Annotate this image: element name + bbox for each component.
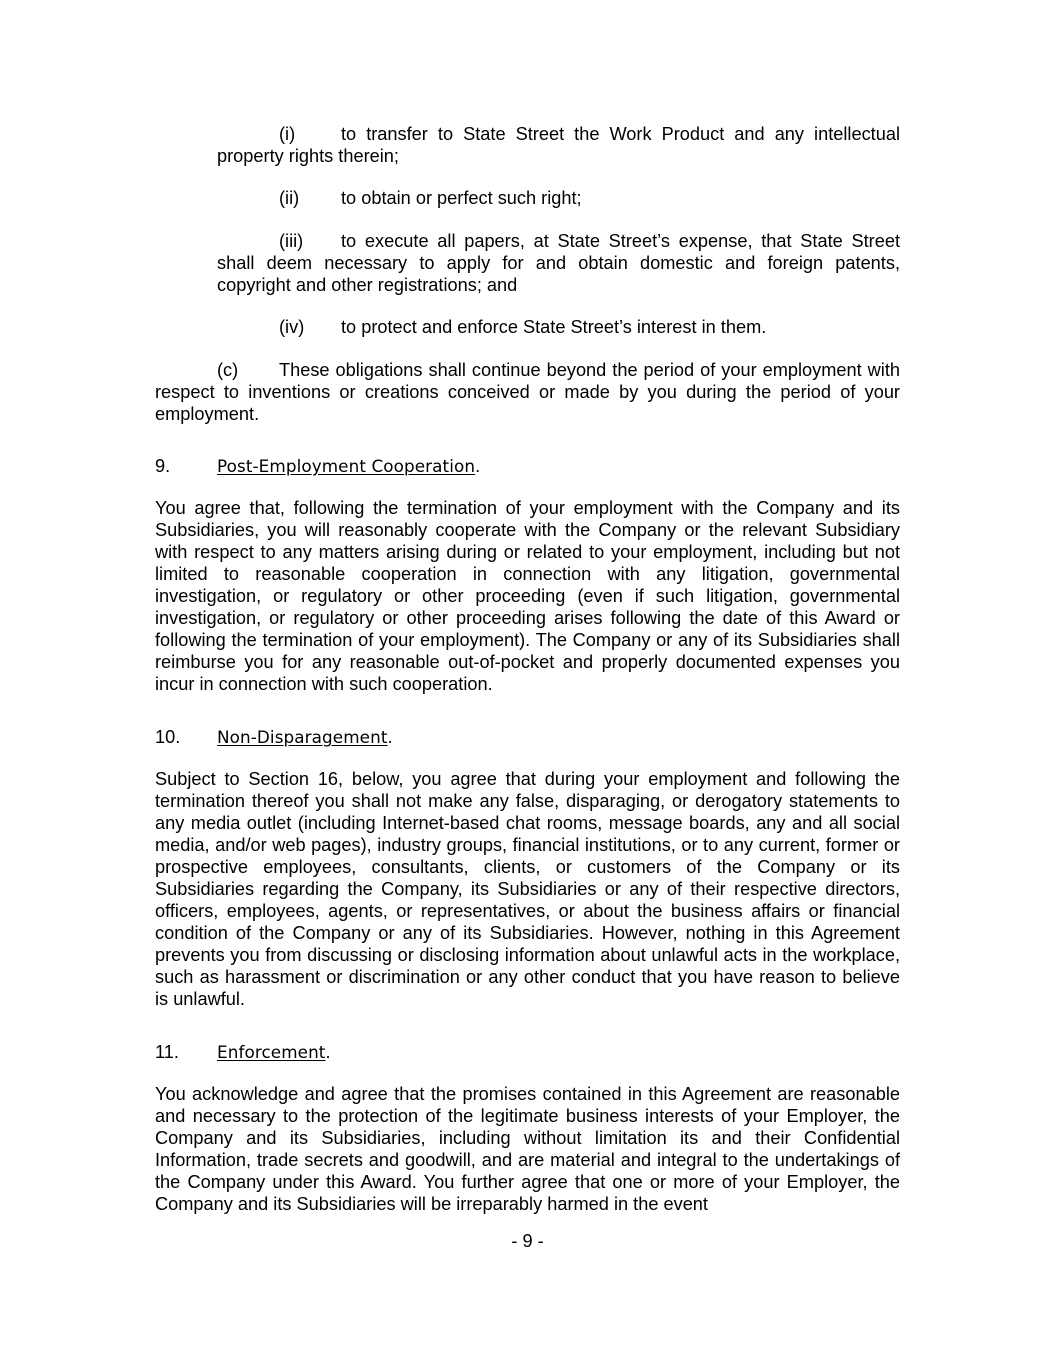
heading-period: . — [387, 727, 393, 747]
section-title: Enforcement — [217, 1042, 326, 1062]
section-heading-11 — [155, 1041, 900, 1063]
section-body-11: You acknowledge and agree that the promises contained in this Agreement are reasonable and necessary to the protection of the legitimate business interests of your Employer, the Company and its Subsidiaries, including without limitation its and their Confidential Information, trade secrets and goodwill, and are material and integral to the undertakings of the Company under this Award. You further agree that one or more of your Employer, the Company and its Subsidiaries will be irreparably harmed in the event — [155, 1084, 900, 1214]
paragraph-c — [155, 359, 900, 425]
section-heading-10 — [155, 726, 900, 748]
subitem-iii — [217, 230, 900, 296]
heading-period: . — [325, 1042, 331, 1062]
subitem-iv — [217, 316, 900, 338]
section-body-10: Subject to Section 16, below, you agree that during your employment and following the termination thereof you shall not make any false, disparaging, or derogatory statements to any media outlet (including Internet-based chat rooms, message boards, any and all social media, and/or web pages), industry groups, financial institutions, or to any current, former or prospective employees, consultants, clients, or customers of the Company or its Subsidiaries regarding the Company, its Subsidiaries or any of their respective directors, officers, employees, agents, or representatives, or about the business affairs or financial condition of the Company or any of its Subsidiaries. However, nothing in this Agreement prevents you from discussing or disclosing information about unlawful acts in the workplace, such as harassment or discrimination or any other conduct that you have reason to believe is unlawful. — [155, 769, 900, 1009]
page-number: - 9 - — [511, 1231, 544, 1251]
subitem-label: (i) — [279, 124, 296, 144]
subitem-text: to protect and enforce State Street’s interest in them. — [341, 317, 767, 337]
section-title: Non-Disparagement — [217, 727, 388, 747]
section-heading-9 — [155, 455, 900, 477]
subitem-label: (iii) — [279, 231, 304, 251]
subitem-text: to obtain or perfect such right; — [341, 188, 582, 208]
document-page — [155, 123, 900, 1246]
section-number: 10. — [155, 727, 181, 747]
heading-period: . — [475, 456, 481, 476]
paragraph-label: (c) — [217, 360, 239, 380]
subitem-label: (ii) — [279, 188, 300, 208]
section-number: 11. — [155, 1042, 179, 1062]
subitem-text: to execute all papers, at State Street’s expense, that State Street shall deem necessary to apply for and obtain domestic and foreign patents, copyright and other registrations; and — [217, 231, 900, 295]
subitem-i — [217, 123, 900, 167]
subitem-text: to transfer to State Street the Work Product and any intellectual property rights therein; — [217, 124, 900, 166]
subitem-label: (iv) — [279, 317, 305, 337]
section-title: Post-Employment Cooperation — [217, 456, 476, 476]
paragraph-text: These obligations shall continue beyond the period of your employment with respect to inventions or creations conceived or made by you during the period of your employment. — [155, 360, 900, 424]
subitem-ii — [217, 187, 900, 209]
section-body-9: You agree that, following the termination of your employment with the Company and its Subsidiaries, you will reasonably cooperate with the Company or the relevant Subsidiary with respect to any matters arising during or related to your employment, including but not limited to reasonable cooperation in connection with any litigation, governmental investigation, or regulatory or other proceeding (even if such litigation, governmental investigation, or regulatory or other proceeding arises following the date of this Award or following the termination of your employment). The Company or any of its Subsidiaries shall reimburse you for any reasonable out-of-pocket and properly documented expenses you incur in connection with such cooperation. — [155, 498, 900, 694]
section-number: 9. — [155, 456, 171, 476]
